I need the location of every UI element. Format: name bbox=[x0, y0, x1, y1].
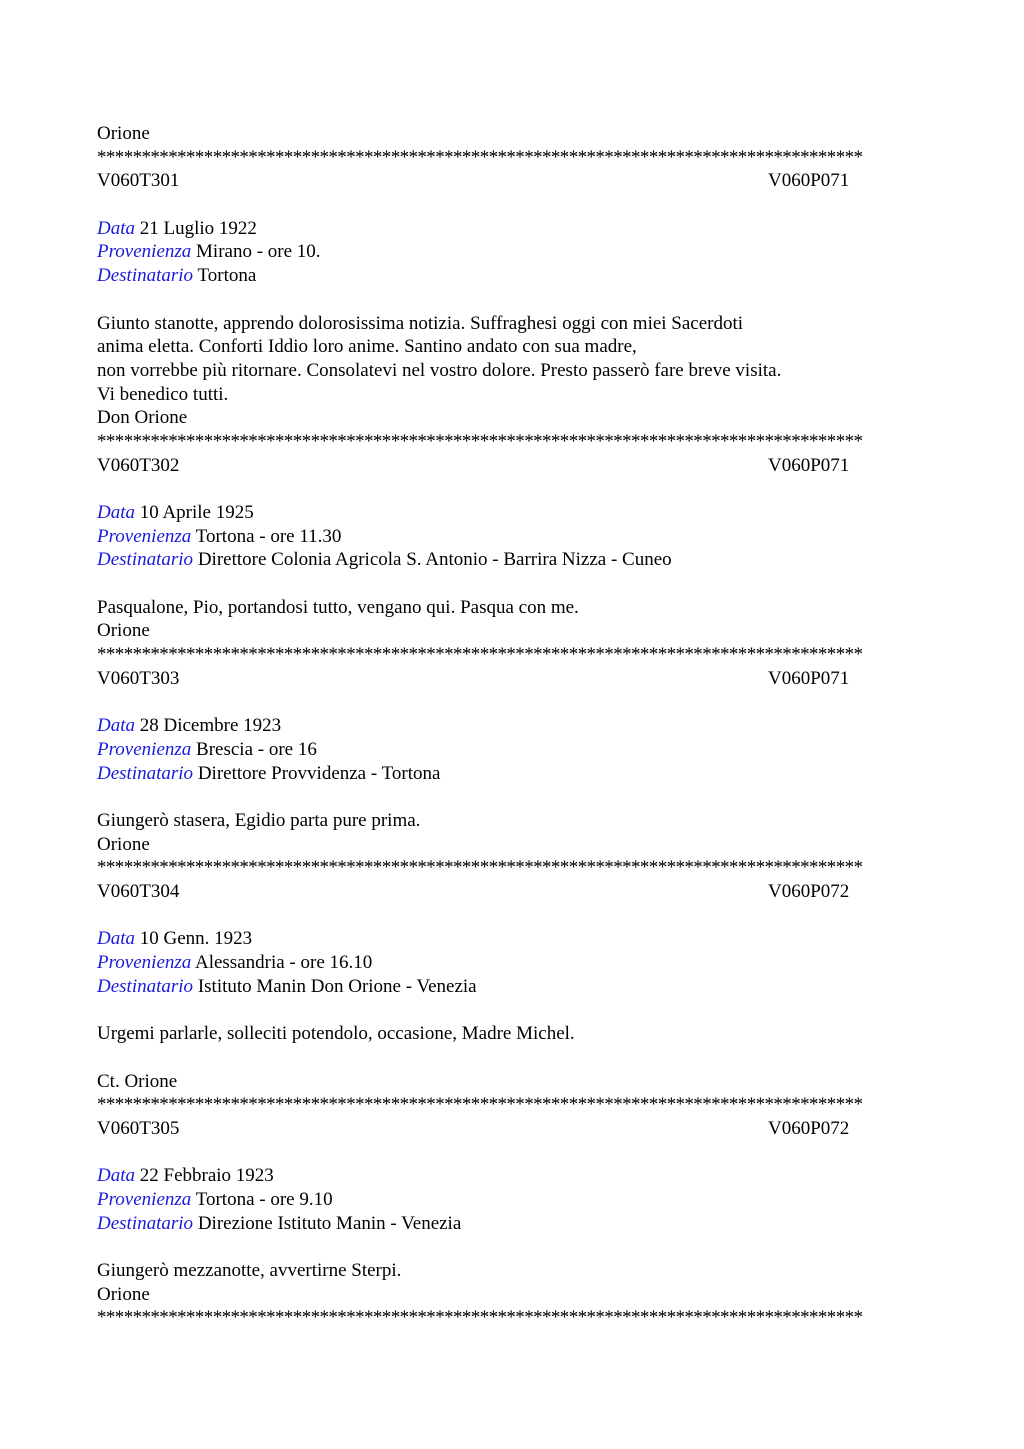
separator: ************************************************************************************** bbox=[97, 1307, 863, 1329]
entry-page-id: V060P071 bbox=[768, 667, 850, 689]
entry-id: V060T301 bbox=[97, 170, 180, 192]
body-line: Giunto stanotte, apprendo dolorosissima notizia. Suffraghesi oggi con miei Sacerdoti bbox=[97, 312, 744, 334]
date-line bbox=[97, 927, 927, 951]
body-line: Giungerò mezzanotte, avvertirne Sterpi. bbox=[97, 1260, 402, 1281]
header-signature: Orione bbox=[97, 123, 150, 144]
entry-signature: Don Orione bbox=[97, 407, 188, 429]
date-label: Data bbox=[97, 1165, 135, 1187]
recipient-line bbox=[97, 762, 927, 786]
origin-label: Provenienza bbox=[97, 525, 192, 547]
date-label: Data bbox=[97, 928, 135, 950]
body-line: Pasqualone, Pio, portandosi tutto, vengano qui. Pasqua con me. bbox=[97, 596, 579, 618]
origin-value: Tortona - ore 11.30 bbox=[195, 525, 342, 547]
recipient-label: Destinatario bbox=[97, 975, 194, 997]
recipient-line bbox=[97, 1212, 927, 1236]
entry-signature: Orione bbox=[97, 1283, 150, 1305]
body-line: anima eletta. Conforti Iddio loro anime. Santino andato con sua madre, bbox=[97, 336, 637, 358]
entry-id: V060T303 bbox=[97, 667, 180, 689]
body-line: Giungerò stasera, Egidio parta pure prima. bbox=[97, 809, 421, 831]
body-line: non vorrebbe più ritornare. Consolatevi nel vostro dolore. Presto passerò fare breve visita. bbox=[97, 359, 782, 381]
recipient-line bbox=[97, 548, 927, 572]
date-value: 28 Dicembre 1923 bbox=[139, 715, 282, 737]
entry-signature: Orione bbox=[97, 833, 150, 855]
body-line: Urgemi parlarle, solleciti potendolo, occasione, Madre Michel. bbox=[97, 1023, 575, 1045]
telegram-entry bbox=[97, 1117, 927, 1330]
origin-value: Alessandria - ore 16.10 bbox=[194, 952, 373, 974]
date-label: Data bbox=[97, 217, 135, 239]
date-line bbox=[97, 1164, 927, 1188]
date-value: 10 Aprile 1925 bbox=[139, 502, 254, 523]
telegram-entry bbox=[97, 667, 927, 880]
date-value: 21 Luglio 1922 bbox=[139, 217, 257, 239]
entry-id-row bbox=[97, 454, 927, 478]
entry-page-id: V060P072 bbox=[768, 1117, 850, 1139]
recipient-label: Destinatario bbox=[97, 762, 194, 784]
separator: ************************************************************************************** bbox=[97, 857, 863, 879]
separator: ************************************************************************************** bbox=[97, 1094, 863, 1116]
date-label: Data bbox=[97, 502, 135, 523]
telegram-entry bbox=[97, 880, 927, 1117]
date-line bbox=[97, 714, 927, 738]
telegram-entry bbox=[97, 454, 927, 667]
telegram-entry bbox=[97, 169, 927, 453]
document-page bbox=[97, 122, 927, 1330]
entry-id: V060T304 bbox=[97, 881, 180, 902]
origin-label: Provenienza bbox=[97, 952, 192, 974]
entry-page-id: V060P071 bbox=[768, 454, 850, 476]
body-line: Vi benedico tutti. bbox=[97, 383, 229, 405]
entry-id-row bbox=[97, 667, 927, 691]
date-value: 22 Febbraio 1923 bbox=[139, 1165, 274, 1187]
entry-id: V060T305 bbox=[97, 1117, 180, 1139]
separator: ************************************************************************************** bbox=[97, 430, 863, 452]
entry-id: V060T302 bbox=[97, 454, 180, 476]
origin-line bbox=[97, 240, 927, 264]
entry-id-row bbox=[97, 1117, 927, 1141]
recipient-value: Direttore Colonia Agricola S. Antonio - Barrira Nizza - Cuneo bbox=[197, 549, 672, 571]
recipient-value: Direzione Istituto Manin - Venezia bbox=[197, 1212, 462, 1234]
recipient-label: Destinatario bbox=[97, 265, 194, 287]
separator: ************************************************************************************** bbox=[97, 146, 863, 168]
date-label: Data bbox=[97, 715, 135, 737]
recipient-label: Destinatario bbox=[97, 549, 194, 571]
origin-line bbox=[97, 1188, 927, 1212]
entry-signature: Orione bbox=[97, 620, 150, 642]
date-line bbox=[97, 217, 927, 241]
origin-label: Provenienza bbox=[97, 1188, 192, 1210]
origin-value: Mirano - ore 10. bbox=[196, 241, 321, 263]
entry-id-row bbox=[97, 880, 927, 904]
separator: ************************************************************************************** bbox=[97, 644, 863, 666]
recipient-value: Direttore Provvidenza - Tortona bbox=[197, 762, 441, 784]
entry-id-row bbox=[97, 169, 927, 193]
recipient-line bbox=[97, 264, 927, 288]
origin-line bbox=[97, 951, 927, 975]
recipient-value: Tortona bbox=[197, 265, 257, 287]
origin-value: Brescia - ore 16 bbox=[196, 738, 317, 760]
origin-label: Provenienza bbox=[97, 241, 192, 263]
recipient-label: Destinatario bbox=[97, 1212, 194, 1234]
entry-page-id: V060P071 bbox=[768, 170, 850, 192]
entry-signature: Ct. Orione bbox=[97, 1070, 178, 1092]
origin-line bbox=[97, 525, 927, 549]
origin-label: Provenienza bbox=[97, 738, 192, 760]
origin-value: Tortona - ore 9.10 bbox=[195, 1188, 333, 1210]
date-value: 10 Genn. 1923 bbox=[139, 928, 253, 950]
entry-page-id: V060P072 bbox=[768, 881, 850, 902]
recipient-line bbox=[97, 975, 927, 999]
recipient-value: Istituto Manin Don Orione - Venezia bbox=[197, 975, 477, 997]
origin-line bbox=[97, 738, 927, 762]
date-line bbox=[97, 501, 927, 525]
